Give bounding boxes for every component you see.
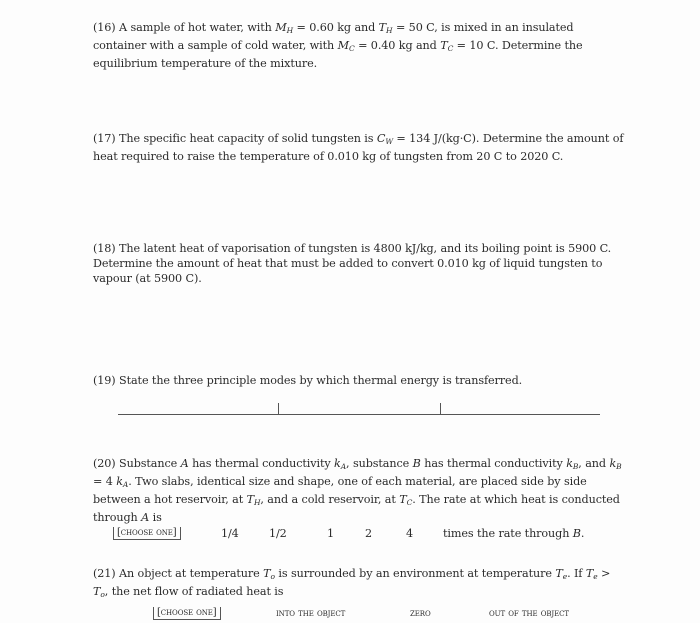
- question-19: [93, 373, 625, 388]
- q16-text-3: equilibrium temperature of the mixture.: [93, 57, 318, 70]
- question-17: [93, 131, 625, 164]
- q20-text-i: side between a hot reservoir, at: [93, 475, 587, 506]
- q20-option-two[interactable]: 2: [365, 527, 373, 540]
- q17-line-1b: = 134 J/(kg·C). Determine the amount: [396, 132, 610, 145]
- q21-option-zero[interactable]: zero: [410, 607, 431, 619]
- q16-mc-sub: C: [348, 44, 355, 53]
- q18-line-3: vapour (at 5900 C).: [93, 272, 202, 285]
- q18-line-1: (18) The latent heat of vaporisation of tungsten is 4800 kJ/kg, and its boiling point is 5900 C.: [93, 242, 612, 255]
- q16-eq-4: = 10 C. Determine the: [456, 39, 583, 52]
- q21-te2-sub: e: [593, 572, 598, 581]
- q16-mh-symbol: M: [275, 21, 287, 34]
- q20-tc-sub: C: [406, 498, 413, 507]
- q20-text-m: is: [152, 511, 162, 524]
- q20-ka-symbol: k: [334, 457, 341, 470]
- q21-gt: >: [601, 567, 611, 580]
- q21-to2-symbol: T: [93, 585, 101, 598]
- q20-option-quarter[interactable]: 1/4: [221, 527, 239, 540]
- q20-text-f: and: [585, 457, 606, 470]
- q16-mh-sub: H: [286, 26, 294, 35]
- q20-ka2-symbol: k: [116, 475, 123, 488]
- question-18: [93, 241, 625, 286]
- q19-answer-divider-1: [278, 403, 279, 415]
- q20-substance-b: B: [412, 457, 421, 470]
- q21-to-symbol: T: [263, 567, 271, 580]
- q20-text-h: . Two slabs, identical size and shape, one of each material, are placed side by: [128, 475, 561, 488]
- q20-substance-a-2: A: [141, 511, 150, 524]
- q16-tc-sub: C: [447, 44, 454, 53]
- q21-te2-symbol: T: [585, 567, 594, 580]
- q20-tail: [443, 526, 584, 541]
- q17-cw-symbol: C: [376, 132, 386, 145]
- q20-kb2-sub: B: [616, 462, 622, 471]
- q19-answer-divider-2: [440, 403, 441, 415]
- q18-line-2: Determine the amount of heat that must be added to convert 0.010 kg of liquid tungsten to: [93, 257, 603, 270]
- q20-text-b: has thermal conductivity: [192, 457, 331, 470]
- q20-th-symbol: T: [246, 493, 254, 506]
- q17-cw-sub: W: [385, 137, 393, 146]
- q20-text-e: ,: [578, 457, 582, 470]
- q19-line-1: (19) State the three principle modes by which thermal energy is transferred.: [93, 374, 523, 387]
- question-16: [93, 20, 625, 71]
- q16-eq-3: = 0.40 kg and: [358, 39, 437, 52]
- q20-text-c: , substance: [346, 457, 410, 470]
- q20-ka2-sub: A: [122, 480, 129, 489]
- q21-text-b: is surrounded by an environment at temperature: [278, 567, 552, 580]
- q20-substance-b-2: B: [572, 527, 581, 540]
- q16-tc-symbol: T: [440, 39, 448, 52]
- q16-eq-2: = 50 C, is mixed in an insulated: [395, 21, 574, 34]
- q20-text-l: conducted through: [93, 493, 620, 524]
- q21-option-out-of[interactable]: out of the object: [489, 607, 569, 619]
- q16-text-1: A sample of hot water, with: [119, 21, 272, 34]
- question-20: [93, 456, 625, 542]
- q16-number: (16): [93, 21, 116, 34]
- q20-th-sub: H: [253, 498, 261, 507]
- q20-kb-sub: B: [572, 462, 579, 471]
- q20-text-g: = 4: [93, 475, 113, 488]
- q21-choose-one-dropdown[interactable]: [choose one]: [153, 607, 221, 620]
- q20-text-a: (20) Substance: [93, 457, 178, 470]
- q20-option-one[interactable]: 1: [327, 527, 335, 540]
- q16-eq-1: = 0.60 kg and: [296, 21, 376, 34]
- q21-option-into[interactable]: into the object: [276, 607, 346, 619]
- q20-substance-a: A: [180, 457, 189, 470]
- q16-th-sub: H: [386, 26, 393, 35]
- q20-tc-symbol: T: [399, 493, 407, 506]
- q20-text-k: . The rate at which heat is: [412, 493, 559, 506]
- q16-th-symbol: T: [378, 21, 387, 34]
- q16-text-2: container with a sample of cold water, with: [93, 39, 335, 52]
- q20-kb-symbol: k: [566, 457, 573, 470]
- q19-answer-line[interactable]: [118, 414, 600, 415]
- q21-te-symbol: T: [555, 567, 563, 580]
- q21-te-sub: e: [562, 572, 568, 581]
- q21-to2-sub: o: [100, 590, 105, 599]
- q20-end: .: [580, 527, 585, 540]
- q17-line-1a: (17) The specific heat capacity of solid tungsten is: [93, 132, 374, 145]
- q20-option-half[interactable]: 1/2: [269, 527, 287, 540]
- q20-ka-sub: A: [340, 462, 347, 471]
- question-21: [93, 566, 625, 622]
- q20-option-four[interactable]: 4: [406, 527, 414, 540]
- q20-choose-one-dropdown[interactable]: [choose one]: [113, 527, 181, 540]
- q16-mc-symbol: M: [337, 39, 349, 52]
- q20-tail-text: times the rate through: [443, 527, 570, 540]
- q21-text-c: . If: [567, 567, 583, 580]
- q20-kb2-symbol: k: [609, 457, 617, 470]
- q21-text-a: (21) An object at temperature: [93, 567, 260, 580]
- q17-line-2: of heat required to raise the temperature of 0.010 kg of tungsten from 20 C to 2020 C.: [93, 132, 624, 163]
- q20-text-j: , and a cold reservoir, at: [260, 493, 396, 506]
- q20-text-d: has thermal conductivity: [424, 457, 563, 470]
- q21-text-d: , the net flow of radiated heat is: [104, 585, 284, 598]
- q21-to-sub: o: [270, 572, 275, 581]
